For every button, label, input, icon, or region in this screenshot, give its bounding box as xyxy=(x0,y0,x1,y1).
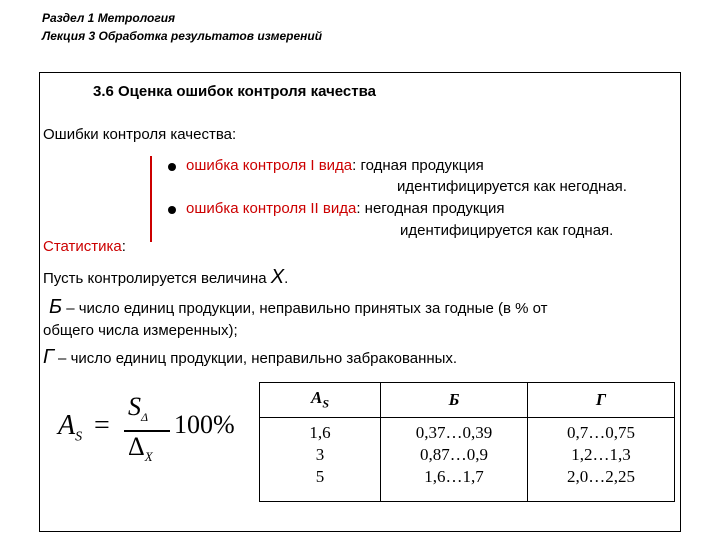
statistics-colon: : xyxy=(121,238,126,255)
g-text: – число единиц продукции, неправильно забракованных. xyxy=(53,350,458,367)
formula-numerator xyxy=(128,392,148,425)
b-definition-line2: общего числа измеренных); xyxy=(43,322,238,339)
error-type-2-label: ошибка контроля II вида xyxy=(186,200,357,217)
table-column-b xyxy=(381,418,528,502)
measured-prefix: Пусть контролируется величина xyxy=(43,270,271,287)
table-cell: 5 xyxy=(315,467,325,486)
table-column-g xyxy=(528,418,675,502)
header-section: Раздел 1 Метрология xyxy=(42,11,176,25)
table-column-as xyxy=(260,418,381,502)
formula-lhs-letter: A xyxy=(58,410,76,441)
b-definition-line1 xyxy=(49,296,547,319)
error-type-1-continuation: идентифицируется как негодная. xyxy=(397,178,627,195)
section-title: 3.6 Оценка ошибок контроля качества xyxy=(93,83,376,100)
table-cell: 2,0…2,25 xyxy=(567,467,635,486)
table-cell: 1,6…1,7 xyxy=(424,467,484,486)
statistics-label: Статистика xyxy=(43,238,122,255)
g-letter: Г xyxy=(43,346,54,368)
statistics-heading xyxy=(43,238,126,255)
table-header-as-letter: A xyxy=(310,388,323,408)
table-header-g: Г xyxy=(528,383,675,418)
bullet-icon xyxy=(168,206,176,214)
error-type-2-rest: : негодная продукция xyxy=(356,200,505,217)
formula-lhs xyxy=(58,410,82,446)
formula-numerator-letter: S xyxy=(128,392,141,421)
table-row xyxy=(260,418,675,502)
table-cell: 3 xyxy=(315,445,325,464)
formula-lhs-subscript: S xyxy=(75,429,83,445)
table-header-as-subscript: S xyxy=(322,396,330,411)
error-type-1 xyxy=(186,157,484,174)
b-letter: Б xyxy=(49,296,63,318)
table-cell: 0,37…0,39 xyxy=(415,423,493,442)
table-cell: 1,6 xyxy=(309,423,331,442)
bullet-icon xyxy=(168,163,176,171)
formula-denominator-letter: Δ xyxy=(128,432,145,461)
table-cell: 0,87…0,9 xyxy=(420,445,488,464)
measured-variable: X xyxy=(270,266,285,288)
tolerance-table xyxy=(259,382,675,502)
table-cell: 1,2…1,3 xyxy=(571,445,631,464)
measured-quantity-line xyxy=(43,266,288,289)
formula-percent: 100% xyxy=(174,410,235,439)
table-cell: 0,7…0,75 xyxy=(567,423,635,442)
red-vertical-bar xyxy=(150,156,152,242)
table-header-as xyxy=(260,383,381,418)
error-type-1-label: ошибка контроля I вида xyxy=(186,157,353,174)
formula xyxy=(48,392,248,472)
table-header-row xyxy=(260,383,675,418)
error-type-1-rest: : годная продукция xyxy=(352,157,484,174)
formula-denominator-subscript: X xyxy=(144,449,153,465)
g-definition xyxy=(43,346,457,369)
table-header-b: Б xyxy=(381,383,528,418)
b-text-1: – число единиц продукции, неправильно принятых за годные (в % от xyxy=(62,300,548,317)
formula-equals: = xyxy=(94,410,110,441)
formula-numerator-subscript: Δ xyxy=(141,410,149,425)
error-type-2 xyxy=(186,200,505,217)
measured-suffix: . xyxy=(284,270,289,287)
header-lecture: Лекция 3 Обработка результатов измерений xyxy=(42,29,323,43)
error-type-2-continuation: идентифицируется как годная. xyxy=(400,222,614,239)
formula-denominator xyxy=(128,432,153,465)
intro-text: Ошибки контроля качества: xyxy=(43,126,237,143)
